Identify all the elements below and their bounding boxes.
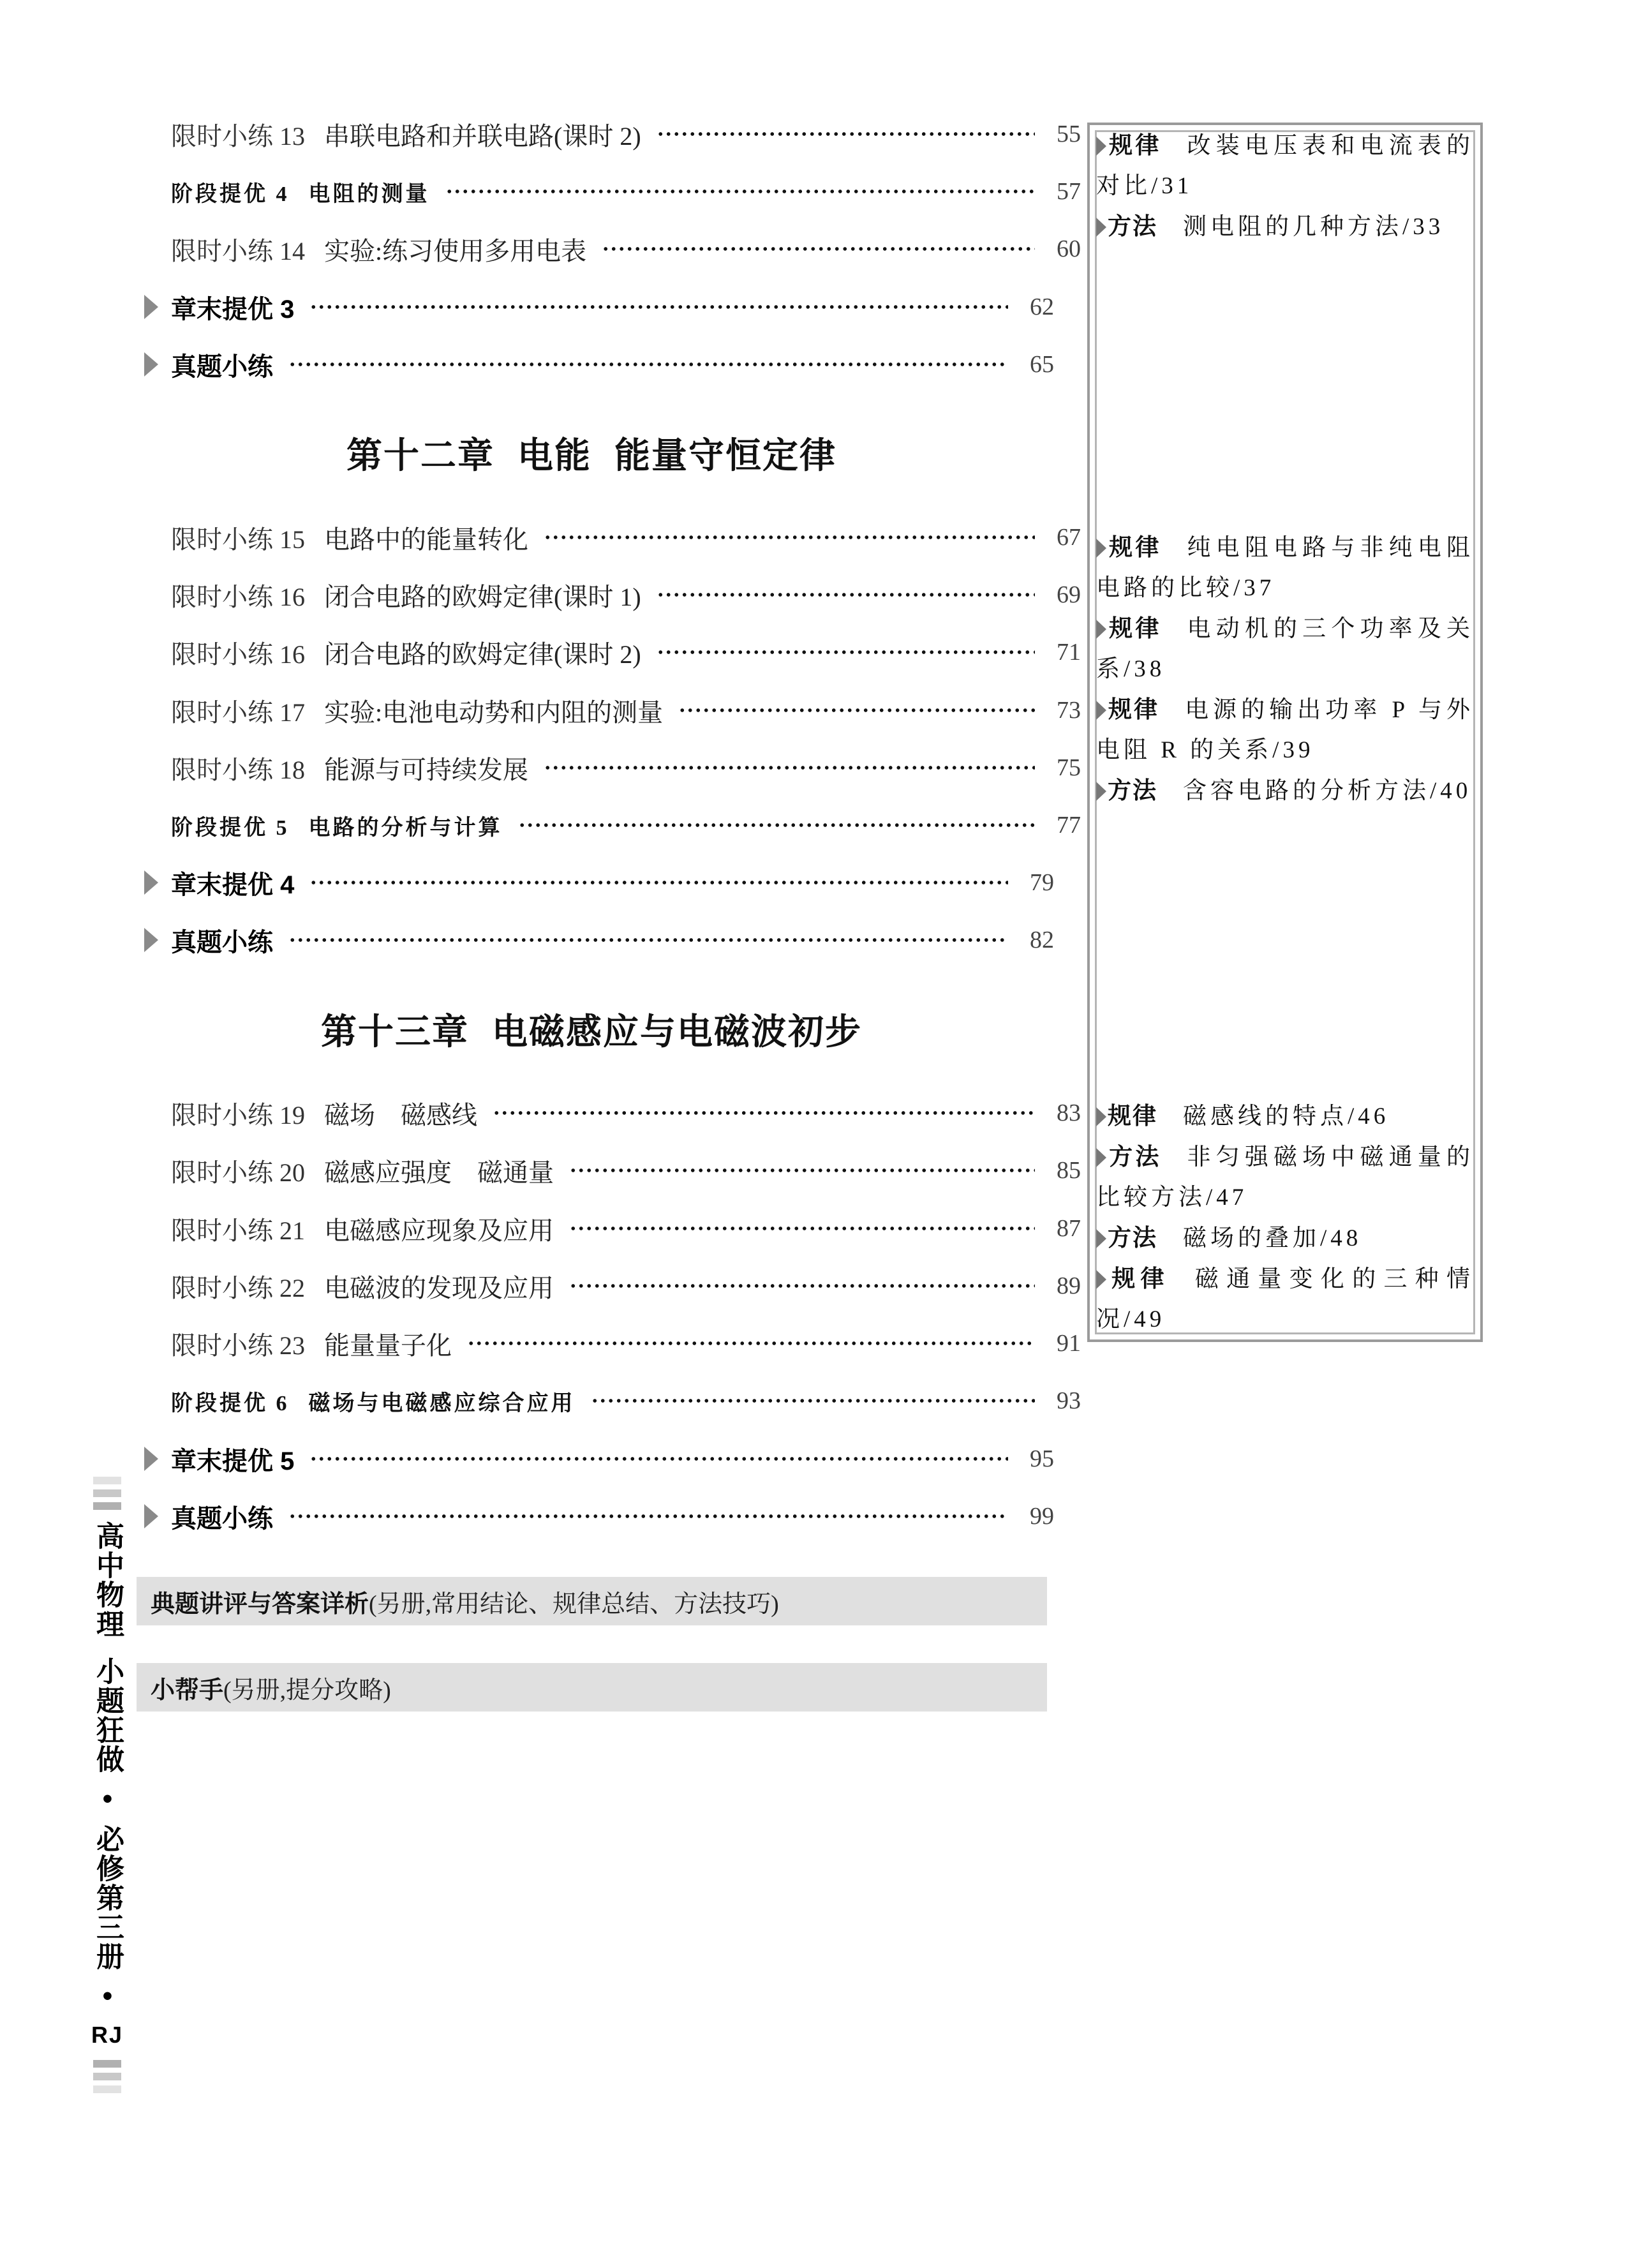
item-tag: 规律 (1108, 132, 1162, 158)
dot-leader (657, 592, 1035, 598)
entry-label: 限时小练 21 (171, 1216, 305, 1245)
arrow-bullet-icon (1096, 701, 1106, 720)
chapter-title: 能量守恒定律 (614, 435, 836, 475)
entry-label: 阶段提优 4 (171, 182, 290, 206)
toc-entry[interactable] (144, 688, 1081, 733)
sidebar-item[interactable] (1096, 1137, 1474, 1218)
chapter-number: 第十三章 (321, 1011, 469, 1052)
item-tag: 规律 (1108, 1265, 1170, 1292)
page-number: 60 (1057, 235, 1081, 262)
dot-leader (569, 1283, 1035, 1289)
sidebar-item[interactable] (1096, 125, 1474, 206)
entry-label: 限时小练 23 (171, 1331, 305, 1360)
item-tag: 方法 (1108, 1225, 1157, 1251)
sidebar-item[interactable] (1096, 770, 1474, 811)
page-number: 99 (1030, 1503, 1054, 1530)
triangle-bullet-icon (144, 352, 158, 377)
toc-entry[interactable] (144, 1148, 1081, 1193)
toc-entry[interactable] (144, 1206, 1081, 1251)
dot-leader (678, 707, 1035, 713)
entry-title: 磁场 磁感线 (324, 1100, 477, 1130)
item-tag: 方法 (1108, 1144, 1162, 1170)
dot-leader (518, 822, 1036, 828)
arrow-bullet-icon (1096, 539, 1106, 558)
bar-title: 典题讲评与答案详析 (151, 1590, 369, 1618)
sidebar-item[interactable] (1096, 1096, 1474, 1137)
sidebar-item[interactable] (1096, 527, 1474, 608)
page-number: 65 (1030, 351, 1054, 378)
page-number: 73 (1057, 697, 1081, 724)
answer-booklet-bar (137, 1577, 1047, 1625)
entry-label: 限时小练 16 (171, 639, 305, 669)
toc-entry[interactable] (144, 803, 1081, 847)
dot-leader (657, 649, 1035, 655)
page-number: 69 (1057, 581, 1081, 608)
spine-separator: • (92, 1783, 123, 1816)
arrow-bullet-icon (1096, 1107, 1106, 1126)
spine-stripe (93, 1477, 121, 1484)
toc-entry[interactable] (144, 515, 1081, 560)
toc-entry[interactable] (144, 342, 1054, 387)
spine-stripe (93, 1502, 121, 1510)
item-text: 测电阻的几种方法/33 (1183, 214, 1445, 240)
dot-leader (309, 879, 1008, 886)
bar-note: (另册,常用结论、规律总结、方法技巧) (369, 1590, 779, 1618)
chapter-title: 电磁感应与电磁波初步 (492, 1011, 862, 1052)
entry-title: 电路中的能量转化 (324, 525, 528, 554)
toc-entry[interactable] (144, 1436, 1054, 1481)
triangle-bullet-icon (144, 928, 158, 952)
spine-edition: RJ (91, 2022, 124, 2048)
sidebar-item[interactable] (1096, 1258, 1474, 1339)
item-text: 磁感线的特点/46 (1183, 1103, 1390, 1130)
dot-leader (445, 188, 1036, 195)
entry-title: 实验:电池电动势和内阻的测量 (324, 698, 664, 727)
arrow-bullet-icon (1096, 1270, 1106, 1289)
item-text: 电源的输出功率 P 与外电阻 R 的关系/39 (1096, 697, 1474, 763)
item-text: 电动机的三个功率及关系/38 (1096, 616, 1474, 682)
triangle-bullet-icon (144, 1447, 158, 1471)
sidebar-box (1087, 123, 1483, 1342)
toc-entry[interactable] (144, 285, 1054, 329)
sidebar-item[interactable] (1096, 1218, 1474, 1258)
sidebar-item[interactable] (1096, 689, 1474, 770)
arrow-bullet-icon (1096, 782, 1106, 801)
page-number: 67 (1057, 524, 1081, 551)
entry-title: 串联电路和并联电路(课时 2) (324, 121, 641, 151)
entry-label: 限时小练 16 (171, 582, 305, 611)
entry-label: 限时小练 14 (171, 236, 305, 265)
toc-entry[interactable] (144, 1494, 1054, 1539)
item-text: 非匀强磁场中磁通量的比较方法/47 (1096, 1144, 1474, 1211)
arrow-bullet-icon (1096, 1148, 1106, 1167)
toc-entry[interactable] (144, 630, 1081, 675)
dot-leader (657, 131, 1035, 137)
page-number: 89 (1057, 1272, 1081, 1299)
spine-stripe (93, 2085, 121, 2093)
triangle-bullet-icon (144, 1504, 158, 1528)
entry-title: 磁场与电磁感应综合应用 (308, 1391, 576, 1415)
entry-label: 真题小练 (171, 1504, 273, 1533)
entry-title: 磁感应强度 磁通量 (324, 1158, 554, 1187)
chapter-title: 电能 (517, 435, 591, 475)
page-number: 77 (1057, 812, 1081, 839)
dot-leader (467, 1340, 1035, 1347)
triangle-bullet-icon (144, 870, 158, 895)
arrow-bullet-icon (1096, 137, 1106, 156)
item-text: 磁场的叠加/48 (1183, 1225, 1362, 1251)
dot-leader (288, 1513, 1008, 1519)
dot-leader (544, 765, 1035, 771)
page-number: 87 (1057, 1215, 1081, 1242)
toc-entry[interactable] (144, 1091, 1081, 1135)
spine-volume: 必修第三册 (92, 1824, 123, 1971)
item-text: 纯电阻电路与非纯电阻电路的比较/37 (1096, 535, 1474, 601)
arrow-bullet-icon (1096, 218, 1106, 237)
entry-label: 阶段提优 5 (171, 816, 290, 840)
entry-label: 限时小练 22 (171, 1273, 305, 1302)
entry-label: 章末提优 4 (171, 870, 295, 899)
entry-label: 限时小练 20 (171, 1158, 305, 1187)
item-tag: 规律 (1108, 1103, 1157, 1129)
toc-entry[interactable] (144, 860, 1054, 905)
dot-leader (569, 1225, 1035, 1232)
entry-label: 限时小练 18 (171, 755, 305, 784)
toc-entry[interactable] (144, 227, 1081, 271)
dot-leader (569, 1167, 1035, 1174)
arrow-bullet-icon (1096, 1229, 1106, 1248)
dot-leader (288, 361, 1008, 368)
toc-entry[interactable] (144, 745, 1081, 790)
dot-leader (493, 1110, 1035, 1116)
page-number: 85 (1057, 1157, 1081, 1184)
chapter-number: 第十二章 (346, 435, 494, 475)
toc-entry[interactable] (144, 572, 1081, 617)
toc-entry[interactable] (144, 112, 1081, 156)
entry-title: 电磁感应现象及应用 (324, 1216, 554, 1245)
sidebar-item[interactable] (1096, 608, 1474, 689)
entry-label: 章末提优 5 (171, 1447, 295, 1475)
page-number: 57 (1057, 178, 1081, 205)
page-number: 62 (1030, 294, 1054, 320)
toc-entry[interactable] (144, 1264, 1081, 1308)
dot-leader (602, 246, 1035, 252)
page-number: 83 (1057, 1100, 1081, 1126)
spine-stripe (93, 2073, 121, 2080)
arrow-bullet-icon (1096, 620, 1106, 639)
entry-title: 电磁波的发现及应用 (324, 1273, 554, 1302)
sidebar-item[interactable] (1096, 206, 1474, 247)
page-number: 95 (1030, 1445, 1054, 1472)
entry-title: 闭合电路的欧姆定律(课时 1) (324, 582, 641, 611)
book-spine-title (91, 1474, 124, 2096)
entry-label: 限时小练 15 (171, 525, 305, 554)
item-tag: 方法 (1108, 213, 1157, 239)
entry-label: 真题小练 (171, 928, 273, 957)
item-tag: 规律 (1108, 696, 1160, 722)
entry-label: 限时小练 17 (171, 698, 305, 727)
dot-leader (544, 534, 1035, 541)
chapter-heading-12 (137, 428, 1046, 479)
entry-label: 限时小练 19 (171, 1100, 305, 1130)
toc-entry[interactable] (144, 1321, 1081, 1366)
entry-title: 能源与可持续发展 (324, 755, 528, 784)
item-text: 改装电压表和电流表的对比/31 (1096, 133, 1474, 199)
spine-subject: 高中物理 (92, 1521, 123, 1639)
entry-label: 章末提优 3 (171, 295, 295, 324)
entry-title: 电阻的测量 (308, 182, 430, 206)
toc-entry[interactable] (144, 1378, 1081, 1423)
dot-leader (288, 937, 1008, 943)
dot-leader (309, 304, 1008, 310)
entry-label: 真题小练 (171, 352, 273, 381)
entry-label: 限时小练 13 (171, 121, 305, 151)
item-tag: 方法 (1108, 777, 1157, 803)
item-text: 含容电路的分析方法/40 (1183, 778, 1472, 804)
entry-label: 阶段提优 6 (171, 1391, 290, 1415)
sidebar-group (1096, 527, 1474, 811)
dot-leader (309, 1456, 1008, 1462)
page-number: 93 (1057, 1387, 1081, 1414)
sidebar-group (1096, 125, 1474, 247)
bar-title: 小帮手 (151, 1676, 224, 1704)
entry-title: 电路的分析与计算 (308, 816, 503, 840)
spine-stripe (93, 1489, 121, 1497)
page-number: 71 (1057, 639, 1081, 666)
dot-leader (591, 1398, 1036, 1404)
item-tag: 规律 (1108, 534, 1162, 560)
triangle-bullet-icon (144, 295, 158, 319)
page-number: 82 (1030, 927, 1054, 953)
page-number: 55 (1057, 121, 1081, 147)
entry-title: 能量量子化 (324, 1331, 452, 1360)
chapter-heading-13 (137, 1004, 1046, 1055)
spine-stripe (93, 2060, 121, 2068)
item-tag: 规律 (1108, 615, 1162, 641)
entry-title: 闭合电路的欧姆定律(课时 2) (324, 639, 641, 669)
sidebar-group (1096, 1096, 1474, 1339)
page-number: 79 (1030, 869, 1054, 896)
entry-title: 实验:练习使用多用电表 (324, 236, 587, 265)
spine-series-logo: 小题狂做 (92, 1657, 123, 1774)
item-text: 磁通量变化的三种情况/49 (1096, 1266, 1475, 1332)
spine-separator: • (92, 1980, 123, 2013)
bar-note: (另册,提分攻略) (223, 1676, 391, 1704)
page-number: 91 (1057, 1330, 1081, 1357)
helper-booklet-bar (137, 1663, 1047, 1712)
toc-entry[interactable] (144, 918, 1054, 962)
page-number: 75 (1057, 754, 1081, 781)
toc-entry[interactable] (144, 169, 1081, 214)
